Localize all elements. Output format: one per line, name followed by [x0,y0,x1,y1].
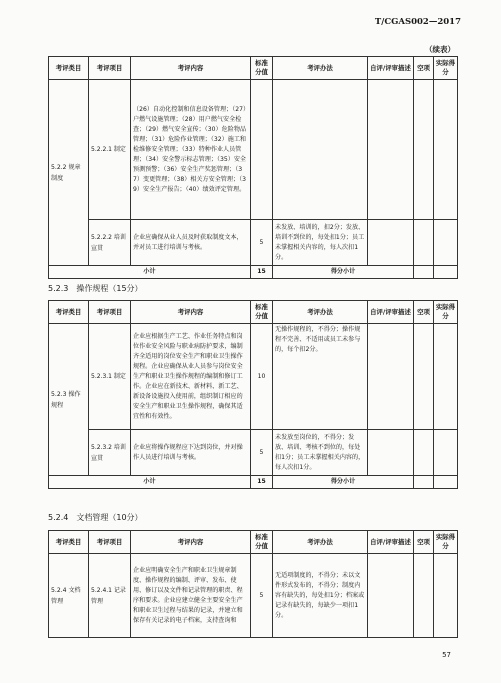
table-row [49,430,458,476]
header-score: 标准分值 [251,301,273,324]
method-cell: 无适项制度的，不得分；未以文件形式发布的，不得分；制度内容有缺失的，每处扣1分；档案或记录有缺失的，每缺少一项扣1分。 [273,554,368,638]
method-cell [273,80,368,220]
actual-cell [434,324,458,430]
header-score: 标准分值 [251,531,273,554]
header-content: 考评内容 [131,531,251,554]
item-cell: 5.2.4.1 记录管理 [89,554,131,638]
table-row [49,220,458,266]
method-cell: 未发放至岗位的，不得分；发放、培训、考核不到位的，每处扣1分；员工未掌握相关内容的，每人次扣1分。 [273,430,368,476]
table-procedures [48,300,458,489]
header-category: 考评类目 [49,531,89,554]
actual-cell [434,554,458,638]
actual-cell [434,476,458,489]
score-cell: 5 [251,554,273,638]
category-cell: 5.2.4 文档管理 [49,554,89,638]
table-header-row [49,301,458,324]
content-cell: 企业应根据生产工艺、作业任务特点和岗位作业安全风险与职业病防护要求，编制齐全适用的岗位安全生产和职业卫生操作规程。企业应确保从业人员参与岗位安全生产和职业卫生操作规程的编制和修订工作。企业应在新技术、新材料、新工艺、新设备设施投入使用前，组织制订相应的安全生产和职业卫生操作规程，确保其适宜性和有效性。 [131,324,251,430]
method-cell: 无操作规程的，不得分；操作规程不完善、不适用或员工未参与的，每个扣2分。 [273,324,368,430]
self-eval-cell [368,554,414,638]
subtotal-label: 小计 [49,266,251,279]
na-cell [414,476,434,489]
header-score: 标准分值 [251,57,273,80]
method-cell: 未发放、培训的，扣2分；发放、培训不到位的，每处扣1分；员工未掌握相关内容的，每人次扣1分。 [273,220,368,266]
header-self-eval: 自评/评审描述 [368,301,414,324]
content-cell: （26）自动化控制和信息设备管理；（27）户燃气设施管理；（28）用户燃气安全检查；（29）燃气安全宣传；（30）危险物品管理；（31）危险作业管理；（32）施工和检维修安全管理；（33）特种作业人员管理；（34）安全警示标志管理；（35）安全预测预警；（36）安全生产奖惩管理；（37）变更管理；（38）相关方安全管理；（39）安全生产报告；（40）绩效评定管理。 [131,80,251,220]
na-cell [414,220,434,266]
na-cell [414,80,434,220]
header-method: 考评办法 [273,301,368,324]
na-cell [414,554,434,638]
item-cell: 5.2.2.2 培训宣贯 [89,220,131,266]
continued-label: （续表） [425,45,455,54]
subtotal-method: 得分小计 [273,476,414,489]
header-na: 空项 [414,301,434,324]
item-cell: 5.2.2.1 制定 [89,80,131,220]
document-code: T/CGAS002—2017 [374,17,461,27]
header-content: 考评内容 [131,57,251,80]
self-eval-cell [368,80,414,220]
header-method: 考评办法 [273,531,368,554]
table-regulations [48,56,458,279]
na-cell [414,266,434,279]
header-actual: 实际得分 [434,57,458,80]
table-row [49,324,458,430]
header-method: 考评办法 [273,57,368,80]
header-actual: 实际得分 [434,301,458,324]
subtotal-score: 15 [251,266,273,279]
table-header-row [49,531,458,554]
na-cell [414,430,434,476]
page-number: 57 [442,651,451,659]
header-category: 考评类目 [49,301,89,324]
content-cell: 企业应明确安全生产和职业卫生规章制度、操作规程的编制、评审、发布、使用、修订以及文件和记录管理的职责、程序和要求。企业应建立健全主要安全生产和职业卫生过程与结果的记录，并建立和保存有关记录的电子档案，支持查询和 [131,554,251,638]
table-header-row [49,57,458,80]
subtotal-row [49,476,458,489]
subtotal-row [49,266,458,279]
score-cell: 5 [251,430,273,476]
self-eval-cell [368,324,414,430]
table-row [49,80,458,220]
category-cell: 5.2.3 操作规程 [49,324,89,476]
header-na: 空项 [414,531,434,554]
actual-cell [434,220,458,266]
section-title-procedures: 5.2.3 操作规程（15分） [48,284,143,293]
score-cell: 10 [251,324,273,430]
subtotal-score: 15 [251,476,273,489]
na-cell [414,324,434,430]
category-cell: 5.2.2 规章制度 [49,80,89,266]
header-na: 空项 [414,57,434,80]
item-cell: 5.2.3.1 制定 [89,324,131,430]
score-cell: 5 [251,220,273,266]
item-cell: 5.2.3.2 培训宣贯 [89,430,131,476]
actual-cell [434,430,458,476]
header-item: 考评项目 [89,57,131,80]
subtotal-label: 小计 [49,476,251,489]
header-category: 考评类目 [49,57,89,80]
actual-cell [434,80,458,220]
section-title-documents: 5.2.4 文档管理（10分） [48,513,143,522]
score-cell [251,80,273,220]
content-cell: 企业应确保从业人员及时获取制度文本，并对员工进行培训与考核。 [131,220,251,266]
header-item: 考评项目 [89,531,131,554]
header-item: 考评项目 [89,301,131,324]
header-content: 考评内容 [131,301,251,324]
header-self-eval: 自评/评审描述 [368,531,414,554]
self-eval-cell [368,220,414,266]
header-actual: 实际得分 [434,531,458,554]
table-row [49,554,458,638]
self-eval-cell [368,430,414,476]
actual-cell [434,266,458,279]
header-self-eval: 自评/评审描述 [368,57,414,80]
content-cell: 企业应将操作规程应下达到岗位，并对操作人员进行培训与考核。 [131,430,251,476]
table-documents [48,530,458,638]
subtotal-method: 得分小计 [273,266,414,279]
